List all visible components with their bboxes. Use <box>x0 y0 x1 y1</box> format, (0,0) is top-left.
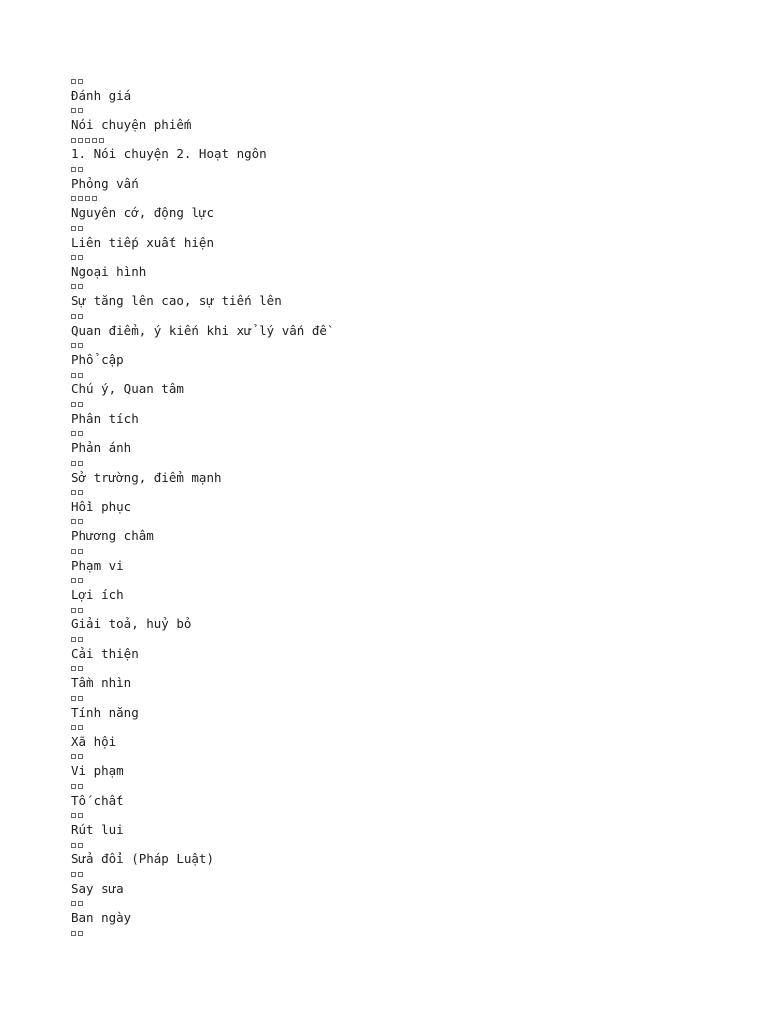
missing-glyph-box <box>71 167 76 172</box>
missing-glyph-box <box>78 314 83 319</box>
vocab-entry <box>71 838 768 867</box>
vocab-meaning: Phản ánh <box>71 440 132 456</box>
missing-glyph-box <box>78 843 83 848</box>
vocab-meaning: Quan điểm, ý kiến khi xử lý vấn đề <box>71 322 327 338</box>
missing-glyph-box <box>71 490 76 495</box>
vocab-entry <box>71 750 768 779</box>
vocab-term <box>71 750 768 765</box>
vocab-term <box>71 867 768 882</box>
vocab-entry <box>71 133 768 162</box>
vocabulary-list <box>71 74 768 926</box>
missing-glyph-box <box>78 754 83 759</box>
missing-glyph-box <box>78 666 83 671</box>
missing-glyph-box <box>71 461 76 466</box>
vocab-entry <box>71 162 768 191</box>
missing-glyph-box <box>78 872 83 877</box>
vocab-entry <box>71 338 768 367</box>
missing-glyph-box <box>78 167 83 172</box>
missing-glyph-box <box>78 402 83 407</box>
vocab-meaning: Hồi phục <box>71 498 132 514</box>
missing-glyph-box <box>78 79 83 84</box>
vocab-entry <box>71 779 768 808</box>
vocab-meaning: Vi phạm <box>71 763 124 779</box>
missing-glyph-box <box>71 784 76 789</box>
vocab-entry <box>71 897 768 926</box>
missing-glyph-box <box>85 138 90 143</box>
vocab-term <box>71 456 768 471</box>
vocab-meaning: Sửa đổi (Pháp Luật) <box>71 851 214 867</box>
vocab-meaning: Phân tích <box>71 410 139 426</box>
vocab-term <box>71 221 768 236</box>
missing-glyph-box <box>71 373 76 378</box>
missing-glyph-box <box>78 373 83 378</box>
missing-glyph-box <box>78 549 83 554</box>
trailing-term <box>71 926 768 941</box>
vocab-meaning: Nguyên cớ, động lực <box>71 205 214 221</box>
vocab-meaning: Sở trường, điểm mạnh <box>71 469 222 485</box>
missing-glyph-box <box>78 578 83 583</box>
missing-glyph-box <box>71 637 76 642</box>
vocab-term <box>71 397 768 412</box>
missing-glyph-box <box>78 519 83 524</box>
vocab-term <box>71 779 768 794</box>
missing-glyph-box <box>85 196 90 201</box>
vocab-meaning: Tính năng <box>71 704 139 720</box>
vocab-term <box>71 74 768 89</box>
vocab-entry <box>71 544 768 573</box>
vocab-entry <box>71 691 768 720</box>
vocab-entry <box>71 280 768 309</box>
vocab-entry <box>71 103 768 132</box>
vocab-term <box>71 603 768 618</box>
missing-glyph-box <box>78 784 83 789</box>
vocab-entry <box>71 456 768 485</box>
missing-glyph-box <box>71 754 76 759</box>
vocab-meaning: Ngoại hình <box>71 263 147 279</box>
vocab-term <box>71 309 768 324</box>
vocab-entry <box>71 427 768 456</box>
vocab-entry <box>71 368 768 397</box>
vocab-entry <box>71 221 768 250</box>
vocab-entry <box>71 632 768 661</box>
missing-glyph-box <box>78 431 83 436</box>
vocab-meaning: Cải thiện <box>71 645 139 661</box>
missing-glyph-box <box>92 138 97 143</box>
missing-glyph-box <box>78 931 83 936</box>
vocab-term <box>71 691 768 706</box>
vocab-meaning: Liên tiếp xuất hiện <box>71 234 214 250</box>
missing-glyph-box <box>71 196 76 201</box>
vocab-term <box>71 162 768 177</box>
vocab-meaning: Đánh giá <box>71 87 132 103</box>
missing-glyph-box <box>71 843 76 848</box>
vocab-meaning: Phạm vi <box>71 557 124 573</box>
missing-glyph-box <box>71 931 76 936</box>
vocab-entry <box>71 485 768 514</box>
missing-glyph-box <box>78 284 83 289</box>
vocab-term <box>71 515 768 530</box>
vocab-entry <box>71 309 768 338</box>
vocab-term <box>71 368 768 383</box>
vocab-meaning: Phổ cập <box>71 352 124 368</box>
vocab-entry <box>71 573 768 602</box>
vocab-entry <box>71 603 768 632</box>
vocab-meaning: Sự tăng lên cao, sự tiến lên <box>71 293 282 309</box>
vocab-term <box>71 485 768 500</box>
missing-glyph-box <box>78 461 83 466</box>
missing-glyph-box <box>71 343 76 348</box>
missing-glyph-box <box>78 255 83 260</box>
missing-glyph-box <box>78 608 83 613</box>
vocab-entry <box>71 662 768 691</box>
vocab-meaning: Chú ý, Quan tâm <box>71 381 184 397</box>
vocab-meaning: Tố chất <box>71 792 124 808</box>
vocab-term <box>71 192 768 207</box>
missing-glyph-box <box>71 431 76 436</box>
vocab-entry <box>71 867 768 896</box>
vocab-term <box>71 280 768 295</box>
vocab-meaning: Xã hội <box>71 733 117 749</box>
missing-glyph-box <box>78 138 83 143</box>
missing-glyph-box <box>71 872 76 877</box>
vocab-entry <box>71 515 768 544</box>
vocab-meaning: Say sưa <box>71 880 124 896</box>
missing-glyph-box <box>78 637 83 642</box>
missing-glyph-box <box>78 343 83 348</box>
vocab-term <box>71 662 768 677</box>
vocab-term <box>71 338 768 353</box>
vocab-term <box>71 133 768 148</box>
vocab-meaning: Phỏng vấn <box>71 175 139 191</box>
vocab-term <box>71 544 768 559</box>
missing-glyph-box <box>92 196 97 201</box>
missing-glyph-box <box>71 284 76 289</box>
vocab-meaning: Ban ngày <box>71 910 132 926</box>
missing-glyph-box <box>78 226 83 231</box>
missing-glyph-box <box>71 402 76 407</box>
missing-glyph-box <box>71 519 76 524</box>
missing-glyph-box <box>78 725 83 730</box>
vocab-meaning: 1. Nói chuyện 2. Hoạt ngôn <box>71 146 267 162</box>
vocab-entry <box>71 74 768 103</box>
vocab-meaning: Lợi ích <box>71 587 124 603</box>
vocab-term <box>71 573 768 588</box>
missing-glyph-box <box>71 314 76 319</box>
missing-glyph-box <box>78 196 83 201</box>
vocab-term <box>71 103 768 118</box>
vocab-term <box>71 250 768 265</box>
vocab-meaning: Nói chuyện phiếm <box>71 117 192 133</box>
missing-glyph-box <box>71 813 76 818</box>
vocab-entry <box>71 397 768 426</box>
missing-glyph-box <box>78 490 83 495</box>
vocab-entry <box>71 250 768 279</box>
vocab-entry <box>71 192 768 221</box>
missing-glyph-box <box>71 255 76 260</box>
missing-glyph-box <box>71 725 76 730</box>
vocab-term <box>71 720 768 735</box>
vocab-term <box>71 838 768 853</box>
missing-glyph-box <box>71 79 76 84</box>
missing-glyph-box <box>78 813 83 818</box>
vocab-entry <box>71 720 768 749</box>
missing-glyph-box <box>99 138 104 143</box>
missing-glyph-box <box>71 108 76 113</box>
missing-glyph-box <box>78 108 83 113</box>
missing-glyph-box <box>71 226 76 231</box>
vocab-term <box>71 632 768 647</box>
missing-glyph-box <box>78 696 83 701</box>
vocab-meaning: Rút lui <box>71 822 124 838</box>
vocab-term <box>71 808 768 823</box>
vocab-meaning: Phương châm <box>71 528 154 544</box>
vocab-term <box>71 427 768 442</box>
missing-glyph-box <box>78 901 83 906</box>
missing-glyph-box <box>71 578 76 583</box>
missing-glyph-box <box>71 901 76 906</box>
missing-glyph-box <box>71 666 76 671</box>
vocab-meaning: Tầm nhìn <box>71 675 132 691</box>
missing-glyph-box <box>71 549 76 554</box>
missing-glyph-box <box>71 696 76 701</box>
vocab-term <box>71 897 768 912</box>
missing-glyph-box <box>71 138 76 143</box>
vocab-entry <box>71 808 768 837</box>
vocab-meaning: Giải toả, huỷ bỏ <box>71 616 192 632</box>
missing-glyph-box <box>71 608 76 613</box>
